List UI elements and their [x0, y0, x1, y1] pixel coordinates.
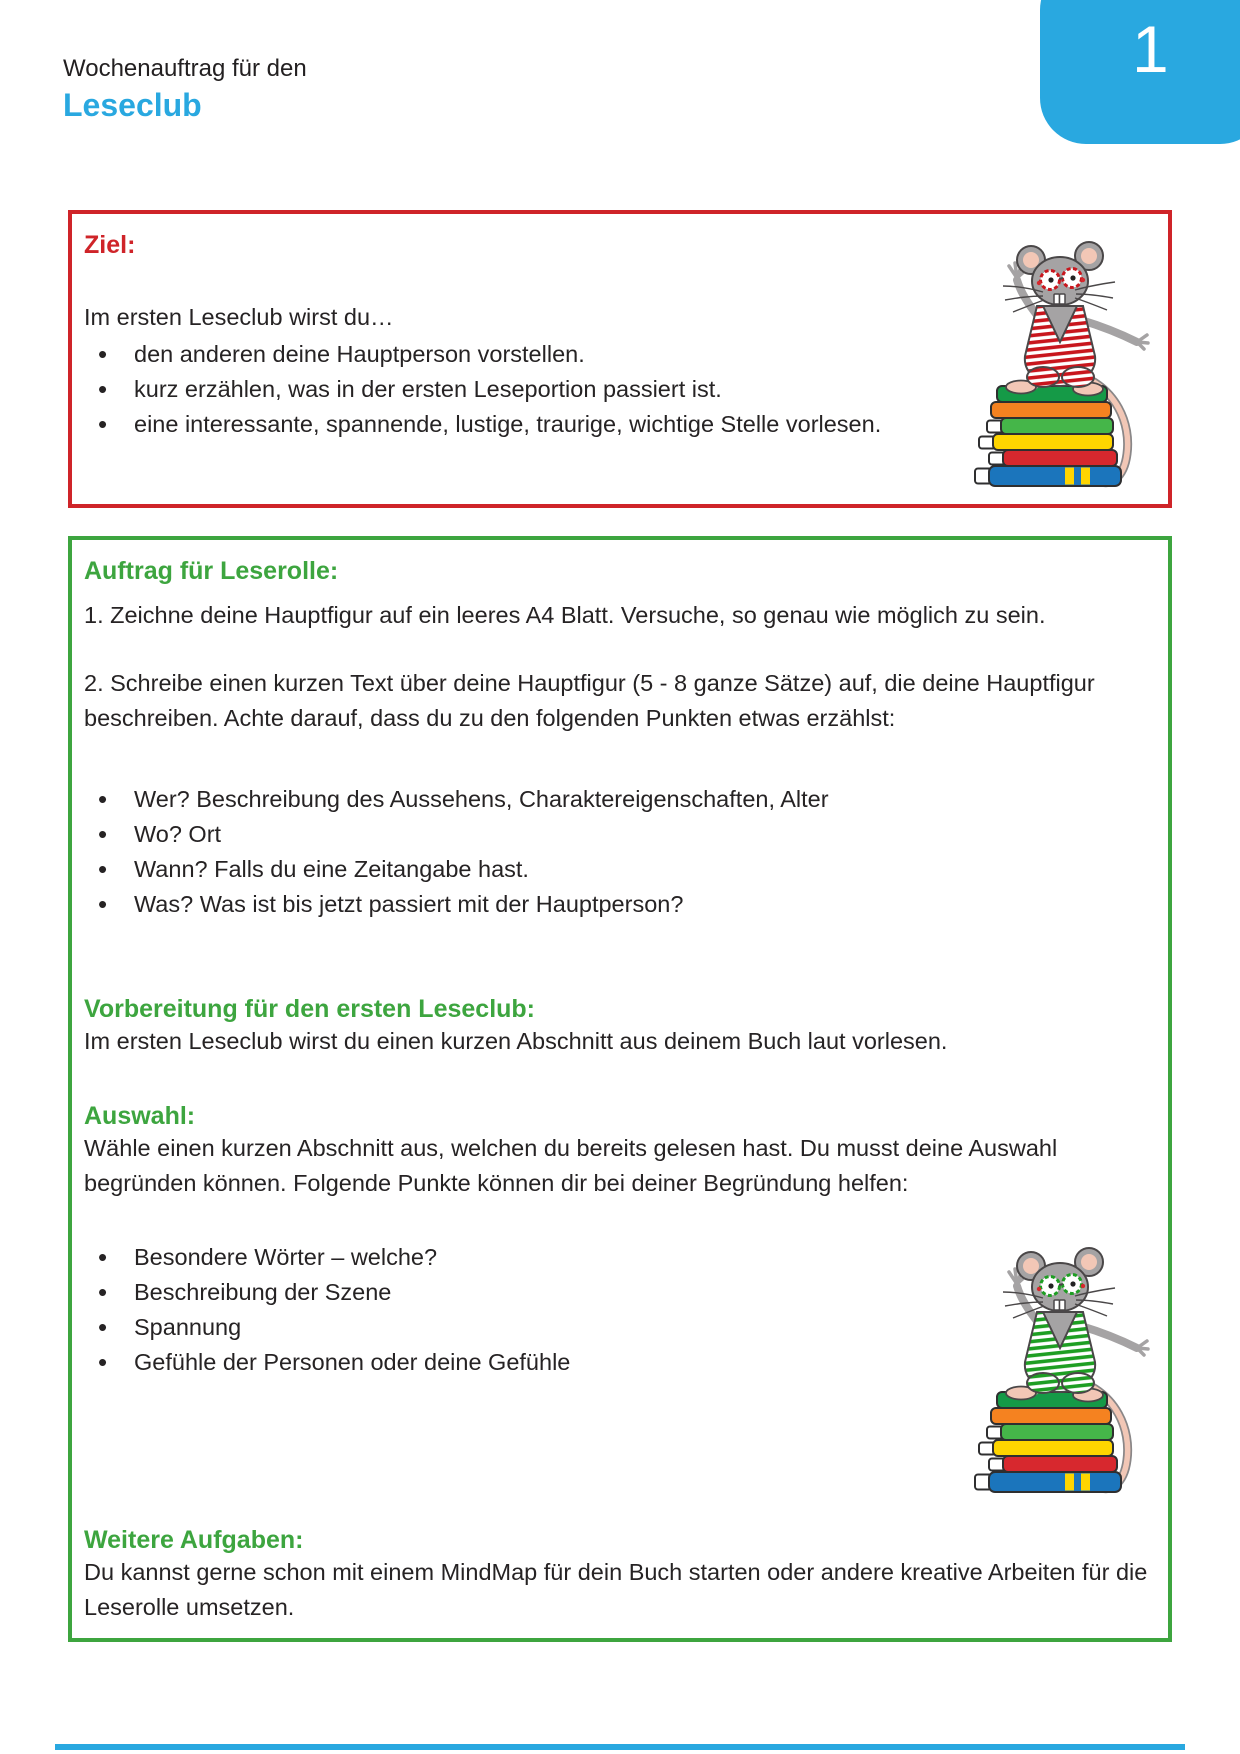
task-heading: Auftrag für Leserolle: [84, 557, 339, 585]
goal-intro: Im ersten Leseclub wirst du… [84, 304, 394, 330]
selection-bullet: • Besondere Wörter – welche? [84, 1240, 1156, 1275]
preparation-text: Im ersten Leseclub wirst du einen kurzen Abschnitt aus deinem Buch laut vorlesen. [84, 1028, 948, 1054]
book-stack-illustration [975, 1392, 1121, 1492]
goal-heading: Ziel: [84, 231, 136, 259]
goal-bullet: • eine interessante, spannende, lustige, traurige, wichtige Stelle vorlesen. [84, 407, 1156, 442]
question-bullet: • Wer? Beschreibung des Aussehens, Charaktereigenschaften, Alter [84, 782, 1156, 817]
question-bullet: • Was? Was ist bis jetzt passiert mit der Hauptperson? [84, 887, 1156, 922]
more-tasks-heading: Weitere Aufgaben: [84, 1526, 304, 1554]
goal-bullet: • den anderen deine Hauptperson vorstellen. [84, 337, 1156, 372]
mouse-swimsuit-illustration [1025, 1312, 1095, 1393]
tooth-illustration [1054, 1300, 1060, 1310]
selection-text: Wähle einen kurzen Abschnitt aus, welchen du bereits gelesen hast. Du musst deine Auswahl begründen können. Folgende Punkte können dir bei deiner Begründung helfen: [84, 1135, 1058, 1196]
mouse-on-books-illustration [957, 236, 1162, 501]
tooth-illustration [1054, 294, 1060, 304]
tooth-illustration [1060, 294, 1066, 304]
page-number: 1 [1132, 12, 1169, 86]
task-step-2: 2. Schreibe einen kurzen Text über deine Hauptfigur (5 - 8 ganze Sätze) auf, die deine Hauptfigur beschreiben. Achte darauf, dass du zu den folgenden Punkten etwas erzählst: [84, 670, 1095, 731]
selection-bullet: • Spannung [84, 1310, 1156, 1345]
page-title: Leseclub [63, 87, 202, 123]
task-box [68, 536, 1172, 1642]
tooth-illustration [1060, 1300, 1066, 1310]
mouse-on-books-illustration [957, 1242, 1162, 1507]
selection-bullet: • Gefühle der Personen oder deine Gefühle [84, 1345, 1156, 1380]
header [63, 54, 307, 124]
book-stack-illustration [975, 386, 1121, 486]
selection-bullet: • Beschreibung der Szene [84, 1275, 1156, 1310]
question-bullet-list [84, 782, 1156, 922]
question-bullet: • Wann? Falls du eine Zeitangabe hast. [84, 852, 1156, 887]
goal-bullet: • kurz erzählen, was in der ersten Leseportion passiert ist. [84, 372, 1156, 407]
more-tasks-text: Du kannst gerne schon mit einem MindMap für dein Buch starten oder andere kreative Arbeiten für die Leserolle umsetzen. [84, 1559, 1148, 1620]
selection-heading: Auswahl: [84, 1102, 196, 1130]
footer-rule [55, 1744, 1185, 1750]
page-number-tab [1040, 0, 1240, 144]
task-step-1: 1. Zeichne deine Hauptfigur auf ein leeres A4 Blatt. Versuche, so genau wie möglich zu sein. [84, 602, 1046, 628]
question-bullet: • Wo? Ort [84, 817, 1156, 852]
goal-box [68, 210, 1172, 508]
preparation-heading: Vorbereitung für den ersten Leseclub: [84, 995, 536, 1023]
header-kicker: Wochenauftrag für den [63, 55, 307, 82]
mouse-swimsuit-illustration [1025, 306, 1095, 387]
